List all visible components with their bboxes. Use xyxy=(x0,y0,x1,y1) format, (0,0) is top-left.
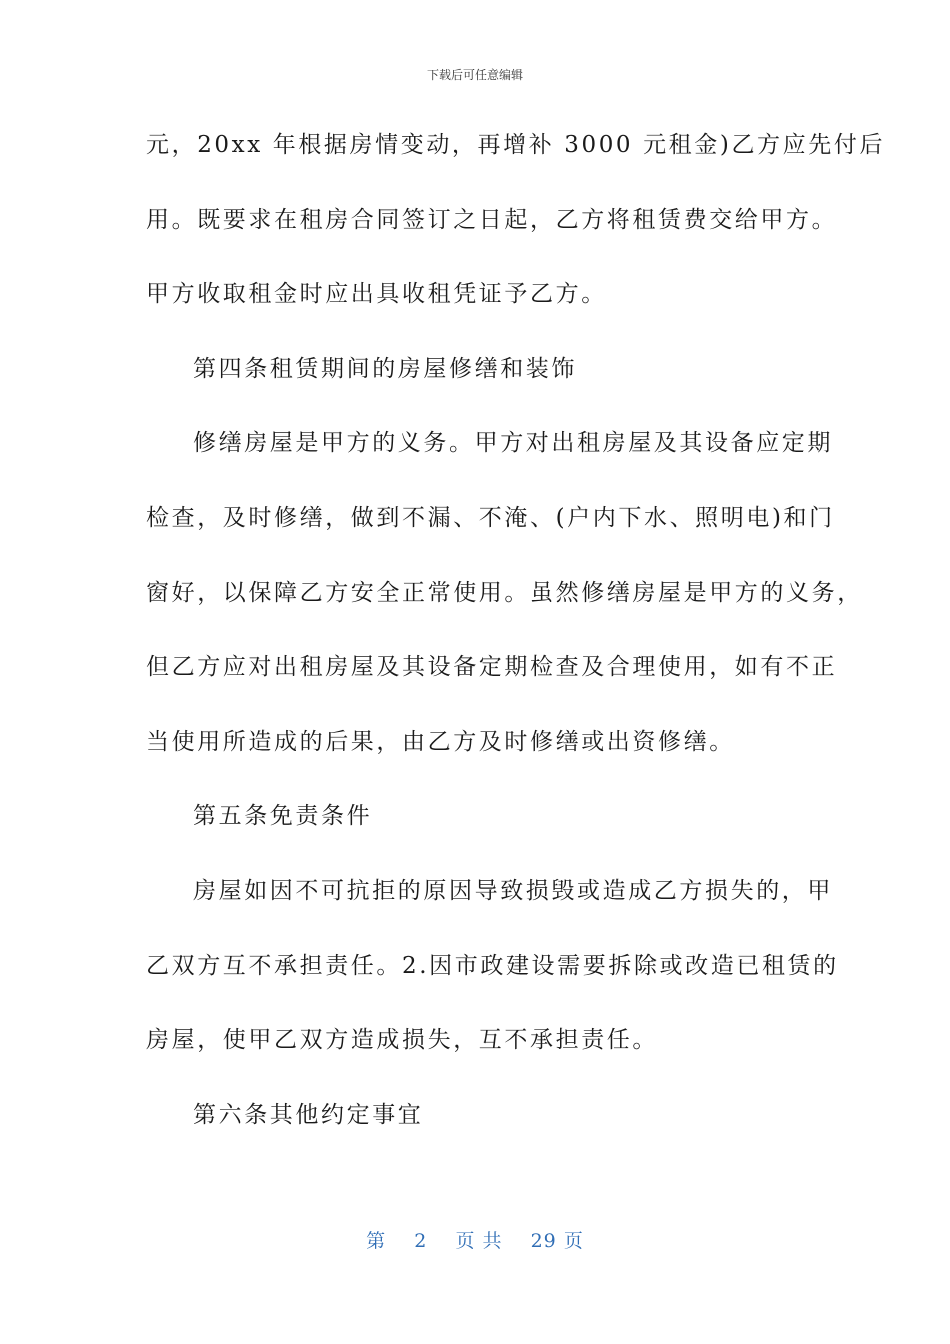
document-body xyxy=(146,124,886,1168)
total-pages: 29 xyxy=(530,1230,557,1252)
section-heading: 第五条免责条件 xyxy=(193,803,373,830)
paragraph-line: 房屋，使甲乙双方造成损失，互不承担责任。 xyxy=(146,1027,658,1054)
page-mid: 页 共 xyxy=(455,1230,503,1252)
paragraph-line: 元，20xx 年根据房情变动，再增补 3000 元租金)乙方应先付后 xyxy=(146,132,886,158)
page-footer xyxy=(0,1226,950,1253)
paragraph-line: 房屋如因不可抗拒的原因导致损毁或造成乙方损失的，甲 xyxy=(193,877,833,904)
paragraph-line: 甲方收取租金时应出具收租凭证予乙方。 xyxy=(146,281,607,308)
paragraph-line: 窗好，以保障乙方安全正常使用。虽然修缮房屋是甲方的义务， xyxy=(146,579,863,606)
header-note: 下载后可任意编辑 xyxy=(426,68,523,82)
page-prefix: 第 xyxy=(366,1230,387,1252)
page-suffix: 页 xyxy=(563,1230,584,1252)
paragraph-line: 但乙方应对出租房屋及其设备定期检查及合理使用，如有不正 xyxy=(146,654,838,681)
paragraph-line: 修缮房屋是甲方的义务。甲方对出租房屋及其设备应定期 xyxy=(193,430,833,457)
paragraph-line: 当使用所造成的后果，由乙方及时修缮或出资修缮。 xyxy=(146,728,735,755)
page-number: 2 xyxy=(414,1230,428,1252)
paragraph-line: 用。既要求在租房合同签订之日起，乙方将租赁费交给甲方。 xyxy=(146,206,838,233)
paragraph-line: 乙双方互不承担责任。2.因市政建设需要拆除或改造已租赁的 xyxy=(146,952,839,979)
paragraph-line: 检查，及时修缮，做到不漏、不淹、(户内下水、照明电)和门 xyxy=(146,504,835,531)
section-heading: 第四条租赁期间的房屋修缮和装饰 xyxy=(193,355,577,382)
section-heading: 第六条其他约定事宜 xyxy=(193,1101,424,1128)
